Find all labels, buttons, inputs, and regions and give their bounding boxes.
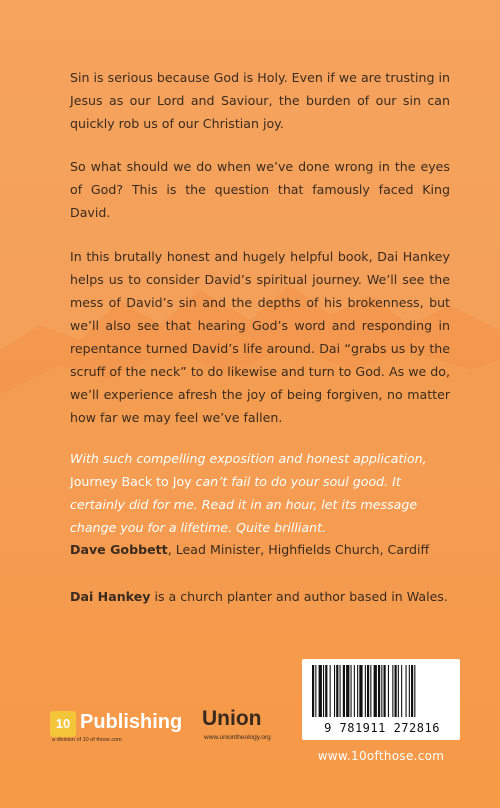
publishing-logo [42,705,182,745]
barcode-bar [374,665,377,717]
barcode-bar [336,665,338,717]
barcode-bar [325,665,327,717]
barcode-bar [406,665,407,717]
publisher-subline: a division of 10 of those.com [52,737,122,743]
barcode-bar [365,665,366,717]
endorser-role: , Lead Minister, Highfields Church, Cardiff [167,542,430,557]
barcode-bar [411,665,413,717]
barcode-bar [401,665,402,717]
barcode-bar [351,665,352,717]
endorsement-quote [70,447,450,539]
barcode-bar [357,665,358,717]
barcode-bar [381,665,382,717]
author-bio [70,585,450,608]
barcode-bars-icon [302,659,460,721]
union-name: Union [202,707,262,730]
barcode-bar [378,665,380,717]
ten-mark-icon: 10 [50,711,76,737]
isbn-number: 9 781911 272816 [324,721,440,735]
barcode-bar [409,665,410,717]
barcode-bar [392,665,393,717]
barcode-bar [395,665,397,717]
description-paragraph-3: In this brutally honest and hugely helpful book, Dai Hankey helps us to consider David’s spiritual journey. We’ll see the mess of David’s sin and the depths of his brokenness, but we’ll also see that hearing God’s word and responding in repentance turned David’s life around. Dai “grabs us by the scruff of the neck” to do likewise and turn to God. As we do, we’ll experience afresh the joy of being forgiven, no matter how far we may feel we’ve fallen. [70,249,450,425]
author-name: Dai Hankey [70,589,151,604]
description-paragraph-1: Sin is serious because God is Holy. Even if we are trusting in Jesus as our Lord and Saviour, the burden of our sin can quickly rob us of our Christian joy. [70,70,450,131]
barcode-bar [334,665,335,717]
barcode-bar [384,665,386,717]
quote-text-start: With such compelling exposition and honest application, [70,451,427,466]
barcode-bar [312,665,314,717]
barcode-bar [330,665,331,717]
barcode-bar [370,665,371,717]
website-url: www.10ofthose.com [317,749,445,763]
description-paragraph-2: So what should we do when we’ve done wrong in the eyes of God? This is the question that famously faced King David. [70,159,450,220]
barcode-bar [414,665,415,717]
barcode-bar [323,665,324,717]
endorser-name: Dave Gobbett [70,542,168,557]
endorsement-attribution [70,538,450,561]
union-website: www.uniontheology.org [204,734,271,741]
barcode [302,659,460,740]
author-bio-text: is a church planter and author based in Wales. [150,589,448,604]
barcode-bar [340,665,341,717]
barcode-bar [346,665,349,717]
barcode-bar [359,665,362,717]
barcode-bar [388,665,389,717]
publisher-name: Publishing [80,711,183,733]
union-logo [202,705,292,745]
barcode-bar [315,665,316,717]
quote-text-end: can’t fail to do your soul good. It certainly did for me. Read it in an hour, let its message change you for a lifetime. Quite brilliant. [70,474,418,535]
book-title: Journey Back to Joy [70,474,192,489]
barcode-bar [354,665,355,717]
barcode-bar [398,665,399,717]
barcode-bar [367,665,369,717]
barcode-bar [343,665,345,717]
barcode-bar [319,665,322,717]
